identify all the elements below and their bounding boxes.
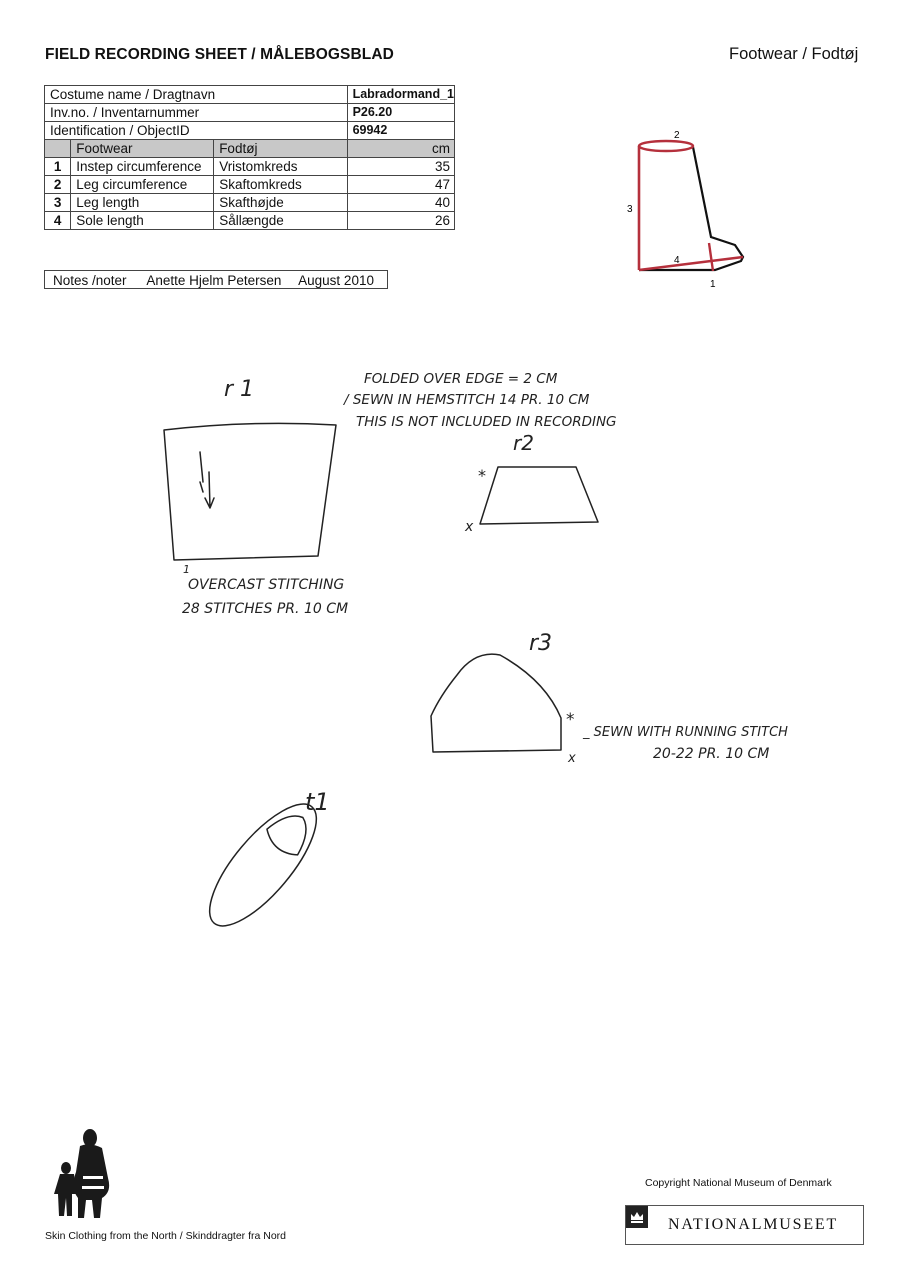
sketch-r3-star: * bbox=[566, 710, 575, 730]
costume-value: Labradormand_1 bbox=[347, 86, 454, 104]
row-name-da: Vristomkreds bbox=[214, 158, 347, 176]
sketch-r2-shape bbox=[480, 467, 598, 524]
notes-recorder: Anette Hjelm Petersen bbox=[146, 273, 282, 288]
costume-label: Costume name / Dragtnavn bbox=[45, 86, 348, 104]
copyright-text: Copyright National Museum of Denmark bbox=[645, 1177, 832, 1189]
id-value: 69942 bbox=[347, 122, 454, 140]
sketch-r1-label: r 1 bbox=[224, 377, 255, 402]
sketch-r1-note-2: / SEWN IN HEMSTITCH 14 PR. 10 CM bbox=[344, 392, 590, 408]
row-value: 40 bbox=[347, 194, 454, 212]
inv-label: Inv.no. / Inventarnummer bbox=[45, 104, 348, 122]
category-title: Footwear / Fodtøj bbox=[729, 45, 859, 63]
header-da: Fodtøj bbox=[214, 140, 347, 158]
row-name-da: Sållængde bbox=[214, 212, 347, 230]
row-name-en: Leg circumference bbox=[71, 176, 214, 194]
row-name-en: Sole length bbox=[71, 212, 214, 230]
row-index: 4 bbox=[45, 212, 71, 230]
sketch-r1-bottom-2: 28 STITCHES PR. 10 CM bbox=[182, 601, 349, 617]
sketch-r3-shape bbox=[431, 654, 561, 752]
notes-date: August 2010 bbox=[298, 273, 374, 288]
sketch-r3-label: r3 bbox=[529, 631, 553, 656]
sketch-r1-mark: 1 bbox=[183, 563, 190, 576]
diagram-label-3: 3 bbox=[627, 204, 633, 215]
sketch-r1-shape bbox=[164, 423, 336, 560]
sketch-r2-star: * bbox=[478, 466, 486, 485]
sketch-r1-note-1: FOLDED OVER EDGE = 2 CM bbox=[364, 371, 558, 387]
sketch-r3-note-1: _ SEWN WITH RUNNING STITCH bbox=[583, 725, 788, 740]
sketch-r2-x: x bbox=[465, 519, 474, 535]
sheet-title: FIELD RECORDING SHEET / MÅLEBOGSBLAD bbox=[45, 46, 394, 63]
museum-logo bbox=[625, 1205, 864, 1245]
id-label: Identification / ObjectID bbox=[45, 122, 348, 140]
sketch-t1-label: t1 bbox=[305, 788, 330, 816]
sketch-r1-note-3: THIS IS NOT INCLUDED IN RECORDING bbox=[356, 414, 617, 430]
row-name-da: Skafthøjde bbox=[214, 194, 347, 212]
row-index: 3 bbox=[45, 194, 71, 212]
crown-icon bbox=[626, 1206, 648, 1228]
header-unit: cm bbox=[347, 140, 454, 158]
sketch-r1-arrow bbox=[200, 452, 214, 508]
row-name-en: Instep circumference bbox=[71, 158, 214, 176]
row-index: 2 bbox=[45, 176, 71, 194]
museum-name: NATIONALMUSEET bbox=[668, 1216, 839, 1233]
notes-label: Notes /noter bbox=[53, 273, 127, 288]
sketch-r2-label: r2 bbox=[513, 431, 534, 455]
sketch-r3-x: x bbox=[568, 751, 576, 766]
row-name-en: Leg length bbox=[71, 194, 214, 212]
row-value: 47 bbox=[347, 176, 454, 194]
diagram-label-1: 1 bbox=[710, 279, 716, 290]
inv-value: P26.20 bbox=[347, 104, 454, 122]
diagram-label-4: 4 bbox=[674, 255, 680, 266]
header-en: Footwear bbox=[71, 140, 214, 158]
project-credit: Skin Clothing from the North / Skinddragter fra Nord bbox=[45, 1230, 287, 1242]
row-value: 26 bbox=[347, 212, 454, 230]
row-index: 1 bbox=[45, 158, 71, 176]
row-value: 35 bbox=[347, 158, 454, 176]
sketch-r3-note-2: 20-22 PR. 10 CM bbox=[653, 746, 770, 762]
skin-clothing-logo bbox=[50, 1128, 122, 1222]
diagram-label-2: 2 bbox=[674, 130, 680, 141]
sketch-r1-bottom-1: OVERCAST STITCHING bbox=[188, 577, 345, 593]
row-name-da: Skaftomkreds bbox=[214, 176, 347, 194]
